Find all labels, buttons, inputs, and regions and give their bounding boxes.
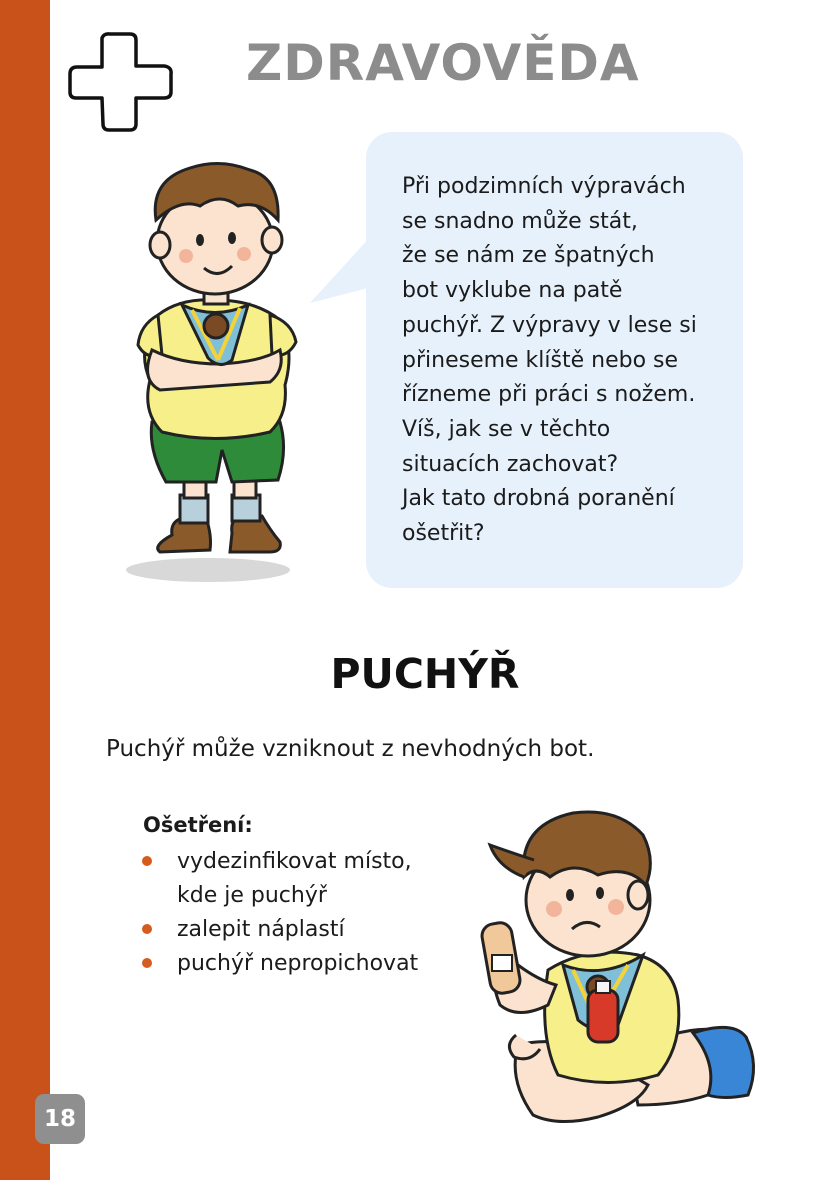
page-number: 18 xyxy=(35,1094,85,1144)
intro-line: řízneme při práci s nožem. xyxy=(402,382,696,408)
intro-line: Víš, jak se v těchto xyxy=(402,416,611,442)
treatment-heading: Ošetření: xyxy=(143,813,253,837)
intro-line: situacích zachovat? xyxy=(402,451,619,477)
intro-line: bot vyklube na patě xyxy=(402,278,623,304)
section-title: PUCHÝŘ xyxy=(330,650,520,698)
treatment-item xyxy=(140,913,418,947)
scout-boy-plaster-illustration xyxy=(478,805,763,1130)
treatment-item xyxy=(140,845,418,913)
intro-line: Při podzimních výpravách xyxy=(402,174,686,199)
speech-bubble-tail xyxy=(310,235,372,305)
intro-line: Jak tato drobná poranění xyxy=(402,486,675,512)
intro-text xyxy=(402,170,732,552)
bullet-dot-icon xyxy=(142,856,152,866)
intro-line: že se nám ze špatných xyxy=(402,243,655,269)
treatment-item-text-cont: kde je puchýř xyxy=(177,883,327,908)
bullet-dot-icon xyxy=(142,924,152,934)
page-title: ZDRAVOVĚDA xyxy=(246,34,640,92)
bullet-dot-icon xyxy=(142,958,152,968)
treatment-list xyxy=(140,845,418,981)
intro-line: ošetřit? xyxy=(402,521,485,547)
intro-line: se snadno může stát, xyxy=(402,208,638,234)
treatment-item-text: puchýř nepropichovat xyxy=(177,951,419,976)
treatment-item xyxy=(140,947,418,981)
treatment-item-text: zalepit náplastí xyxy=(177,917,345,942)
scout-boy-illustration xyxy=(120,150,310,585)
treatment-item-text: vydezinfikovat místo, xyxy=(177,849,412,874)
first-aid-cross-icon xyxy=(64,30,176,134)
intro-line: puchýř. Z výpravy v lese si xyxy=(402,312,697,338)
side-color-band xyxy=(0,0,50,1180)
blister-intro: Puchýř může vzniknout z nevhodných bot. xyxy=(106,736,595,762)
intro-line: přineseme klíště nebo se xyxy=(402,347,679,373)
